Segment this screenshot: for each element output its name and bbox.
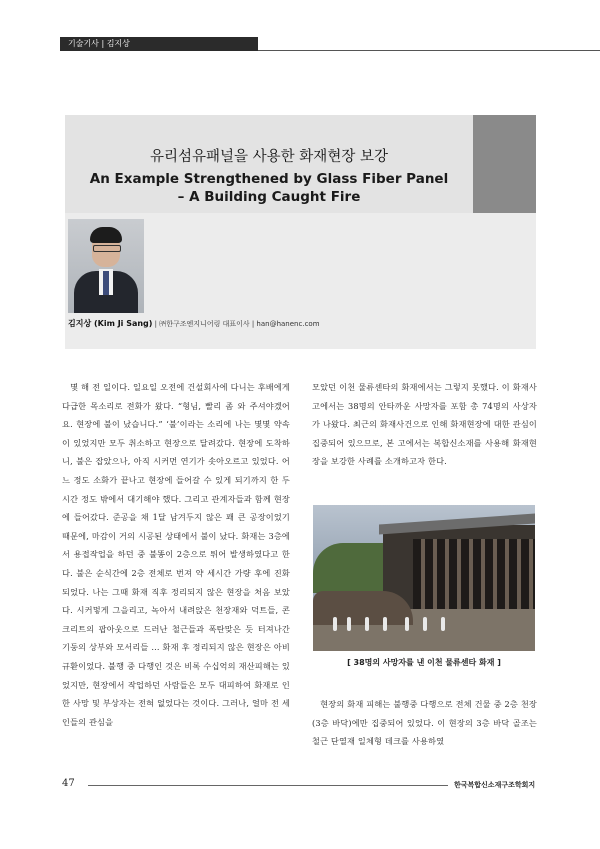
body-paragraph: 현장의 화재 피해는 불행중 다행으로 전체 건물 중 2층 천장 (3층 바닥)에만 집중되어 있었다. 이 현장의 3층 바닥 골조는 철근 단열재 일체형 데크를 사용하였 <box>312 699 537 747</box>
section-header-label: 기술기사 | 김지상 <box>68 39 130 48</box>
author-details: | ㈜한구조엔지니어링 대표이사 | han@hanenc.com <box>152 320 320 328</box>
title-english-line2: – A Building Caught Fire <box>177 189 361 205</box>
figure-caption: [ 38명의 사망자를 낸 이천 물류센타 화재 ] <box>347 658 501 667</box>
body-column-right-bottom <box>312 695 537 751</box>
body-paragraph: 모았던 이천 물류센타의 화재에서는 그렇지 못했다. 이 화재사고에서는 38명의 안타까운 사망자를 포함 총 74명의 사상자가 나왔다. 최근의 화재사건으로 인해 화재현장에 대한 관심이 집중되어 있으므로, 본 고에서는 복합신소재를 사용해 화재현장을 보강한 사례를 소개하고자 한다. <box>312 382 537 467</box>
fire-photo <box>313 505 535 651</box>
title-side-block <box>473 115 536 213</box>
journal-name: 한국복합신소재구조학회지 <box>454 781 536 789</box>
body-column-left <box>62 378 290 731</box>
footer-rule <box>88 785 448 786</box>
author-line <box>68 318 528 329</box>
body-paragraph: 몇 해 전 일이다. 일요일 오전에 건설회사에 다니는 후배에게 다급한 목소리로 전화가 왔다. “형님, 빨리 좀 와 주셔야겠어요. 현장에 불이 났습니다.” ‘불’이라는 소리에 나는 몇몇 약속이 있었지만 모두 취소하고 현장으로 달려갔다. 현장에 도착하니, 불은 잡았으나, 아직 시커먼 연기가 솟아오르고 있었다. 어느 정도 소화가 끝나고 현장에 들어갈 수 있게 되기까지 한 두시간 정도 밖에서 대기해야 했다. 그리고 관계자들과 함께 현장에 들어갔다. 준공을 채 1달 남겨두지 않은 꽤 큰 공장이었기 때문에, 마감이 거의 시공된 상태에서 불이 났다. 화재는 3층에서 용접작업을 하던 중 불똥이 2층으로 튀어 발생하였다고 한다. 불은 순식간에 2층 전체로 번져 약 세시간 가량 후에 진화 되었다. 나는 그때 화재 직후 정리되지 않은 현장을 처음 보았다. 시커멓게 그을리고, 녹아서 내려앉은 천장재와 덕트들, 콘크리트의 팝아웃으로 드러난 철근들과 폭탄맞은 듯 터져나간 기둥의 상부와 모서리들 ... 화재 후 정리되지 않은 현장은 아비규환이었다. 불행 중 다행인 것은 비록 수십억의 재산피해는 있었지만, 현장에서 작업하던 사람들은 모두 대피하여 화재로 인한 사망 및 부상자는 전혀 없었다는 것이다. 그러나, 얼마 전 세인들의 관심을 <box>62 382 290 727</box>
title-english-line1: An Example Strengthened by Glass Fiber Panel <box>89 171 449 187</box>
page-number: 47 <box>62 778 75 789</box>
author-photo <box>68 219 144 313</box>
section-header <box>60 37 258 51</box>
title-korean: 유리섬유패널을 사용한 화재현장 보강 <box>150 149 388 165</box>
author-name: 김지상 (Kim Ji Sang) <box>68 319 153 328</box>
header-rule <box>258 50 600 51</box>
body-column-right-top <box>312 378 537 471</box>
